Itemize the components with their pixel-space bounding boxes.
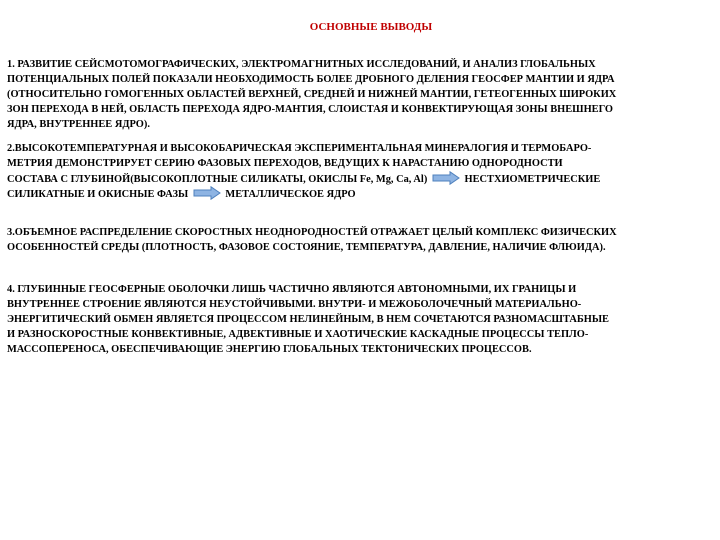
text-line: МЕТРИЯ ДЕМОНСТРИРУЕТ СЕРИЮ ФАЗОВЫХ ПЕРЕХОДОВ, ВЕДУЩИХ К НАРАСТАНИЮ ОДНОРОДНОСТИ xyxy=(7,158,563,169)
arrow-right-icon xyxy=(193,186,221,200)
text-line: 1. РАЗВИТИЕ СЕЙСМОТОМОГРАФИЧЕСКИХ, ЭЛЕКТРОМАГНИТНЫХ ИССЛЕДОВАНИЙ, И АНАЛИЗ ГЛОБАЛЬНЫХ xyxy=(7,59,596,70)
conclusion-2 xyxy=(7,141,715,201)
conclusion-4 xyxy=(7,282,715,357)
text-line: 4. ГЛУБИННЫЕ ГЕОСФЕРНЫЕ ОБОЛОЧКИ ЛИШЬ ЧАСТИЧНО ЯВЛЯЮТСЯ АВТОНОМНЫМИ, ИХ ГРАНИЦЫ И xyxy=(7,284,577,295)
text-line: ЭНЕРГИТИЧЕСКИЙ ОБМЕН ЯВЛЯЕТСЯ ПРОЦЕССОМ НЕЛИНЕЙНЫМ, В НЕМ СОЧЕТАЮТСЯ РАЗНОМАСШТАБНЫЕ xyxy=(7,314,609,325)
text-line: (ОТНОСИТЕЛЬНО ГОМОГЕННЫХ ОБЛАСТЕЙ ВЕРХНЕЙ, СРЕДНЕЙ И НИЖНЕЙ МАНТИИ, ГЕТЕОГЕННЫХ ШИРОКИХ xyxy=(7,89,617,100)
text-segment: СИЛИКАТНЫЕ И ОКИСНЫЕ ФАЗЫ xyxy=(7,189,189,200)
text-line: ВНУТРЕННЕЕ СТРОЕНИЕ ЯВЛЯЮТСЯ НЕУСТОЙЧИВЫМИ. ВНУТРИ- И МЕЖОБОЛОЧЕЧНЫЙ МАТЕРИАЛЬНО- xyxy=(7,299,582,310)
page-title: ОСНОВНЫЕ ВЫВОДЫ xyxy=(309,21,433,33)
text-line: 2.ВЫСОКОТЕМПЕРАТУРНАЯ И ВЫСОКОБАРИЧЕСКАЯ ЭКСПЕРИМЕНТАЛЬНАЯ МИНЕРАЛОГИЯ И ТЕРМОБАРО- xyxy=(7,143,592,154)
text-line: И РАЗНОСКОРОСТНЫЕ КОНВЕКТИВНЫЕ, АДВЕКТИВНЫЕ И ХАОТИЧЕСКИЕ КАСКАДНЫЕ ПРОЦЕССЫ ТЕПЛО- xyxy=(7,329,589,340)
text-line: ПОТЕНЦИАЛЬНЫХ ПОЛЕЙ ПОКАЗАЛИ НЕОБХОДИМОСТЬ БОЛЕЕ ДРОБНОГО ДЕЛЕНИЯ ГЕОСФЕР МАНТИИ И ЯДРА xyxy=(7,74,615,85)
text-line xyxy=(7,171,715,186)
arrow-right-icon xyxy=(432,171,460,185)
conclusion-3 xyxy=(7,225,715,255)
conclusion-1 xyxy=(7,57,715,132)
text-segment: НЕСТХИОМЕТРИЧЕСКИЕ xyxy=(464,174,601,185)
text-line: 3.ОБЪЕМНОЕ РАСПРЕДЕЛЕНИЕ СКОРОСТНЫХ НЕОДНОРОДНОСТЕЙ ОТРАЖАЕТ ЦЕЛЫЙ КОМПЛЕКС ФИЗИЧЕСКИХ xyxy=(7,227,617,238)
text-segment: СОСТАВА С ГЛУБИНОЙ(ВЫСОКОПЛОТНЫЕ СИЛИКАТЫ, ОКИСЛЫ Fe, Mg, Ca, Al) xyxy=(7,174,428,185)
text-line: ОСОБЕННОСТЕЙ СРЕДЫ (ПЛОТНОСТЬ, ФАЗОВОЕ СОСТОЯНИЕ, ТЕМПЕРАТУРА, ДАВЛЕНИЕ, НАЛИЧИЕ ФЛЮИДА). xyxy=(7,242,606,253)
text-line: ЯДРА, ВНУТРЕННЕЕ ЯДРО). xyxy=(7,119,150,130)
text-line xyxy=(7,186,715,201)
text-line: ЗОН ПЕРЕХОДА В НЕЙ, ОБЛАСТЬ ПЕРЕХОДА ЯДРО-МАНТИЯ, СЛОИСТАЯ И КОНВЕКТИРУЮЩАЯ ЗОНЫ ВНЕШНЕГО xyxy=(7,104,614,115)
text-segment: МЕТАЛЛИЧЕСКОЕ ЯДРО xyxy=(225,189,356,200)
text-line: МАССОПЕРЕНОСА, ОБЕСПЕЧИВАЮЩИЕ ЭНЕРГИЮ ГЛОБАЛЬНЫХ ТЕКТОНИЧЕСКИХ ПРОЦЕССОВ. xyxy=(7,344,532,355)
